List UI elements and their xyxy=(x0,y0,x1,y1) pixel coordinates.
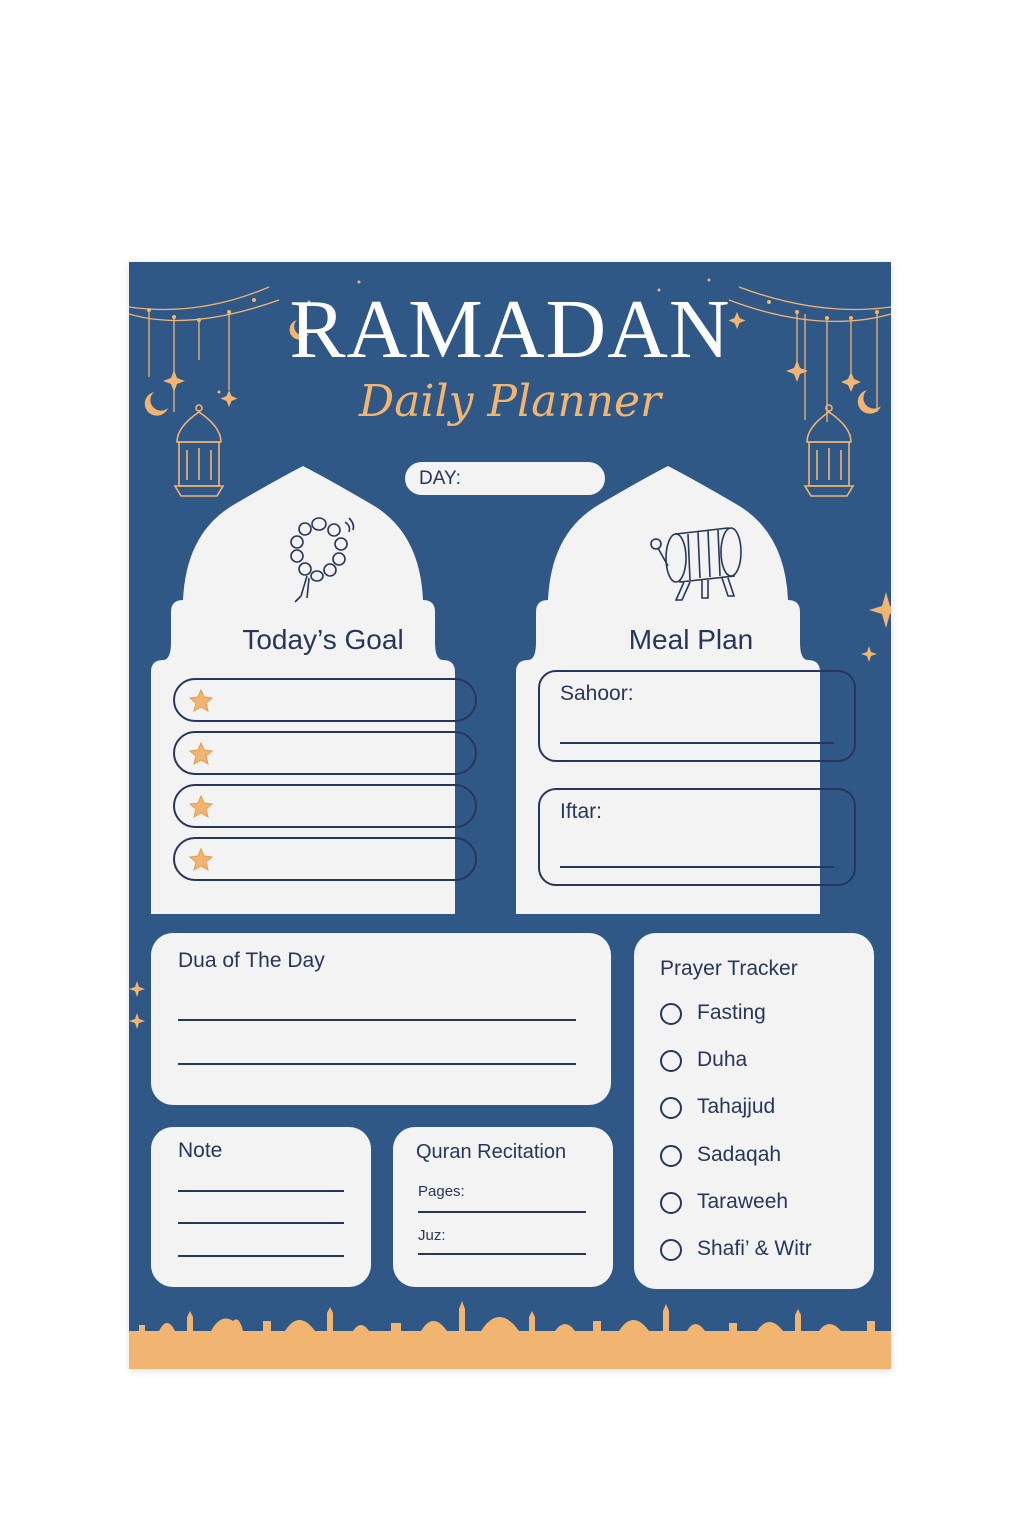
meal-heading: Meal Plan xyxy=(628,624,754,655)
juz-label: Juz: xyxy=(418,1227,446,1244)
flower-icon xyxy=(189,689,213,713)
mosque-skyline-icon xyxy=(129,1297,891,1369)
taraweeh-label: Taraweeh xyxy=(697,1190,789,1213)
shafi-witr-checkbox[interactable] xyxy=(660,1239,682,1261)
sahoor-label: Sahoor: xyxy=(560,682,634,705)
shafi-witr-label: Shafi’ & Witr xyxy=(697,1237,812,1260)
dua-line xyxy=(178,1063,576,1065)
page-subtitle: Daily Planner xyxy=(358,376,662,427)
flower-icon xyxy=(189,848,213,872)
goal-row[interactable] xyxy=(173,678,477,722)
taraweeh-checkbox[interactable] xyxy=(660,1192,682,1214)
iftar-label: Iftar: xyxy=(560,800,603,823)
dua-line xyxy=(178,1019,576,1021)
note-line xyxy=(178,1222,344,1224)
duha-checkbox[interactable] xyxy=(660,1050,682,1072)
goal-row[interactable] xyxy=(173,784,477,828)
note-title: Note xyxy=(178,1139,223,1162)
note-line xyxy=(178,1190,344,1192)
star-icon xyxy=(869,592,891,628)
pages-line xyxy=(418,1211,586,1213)
drum-icon xyxy=(644,520,750,602)
page-title: RAMADAN xyxy=(289,283,731,376)
prayer-tracker-card xyxy=(634,933,874,1289)
quran-title: Quran Recitation xyxy=(416,1141,567,1163)
sahoor-line xyxy=(560,742,834,744)
pages-label: Pages: xyxy=(418,1183,465,1200)
note-line xyxy=(178,1255,344,1257)
star-icon xyxy=(861,646,877,662)
planner-sheet xyxy=(129,262,891,1369)
flower-icon xyxy=(189,742,213,766)
duha-label: Duha xyxy=(697,1048,748,1071)
fasting-checkbox[interactable] xyxy=(660,1003,682,1025)
sadaqah-label: Sadaqah xyxy=(697,1143,782,1166)
dua-card[interactable] xyxy=(151,933,611,1105)
juz-line xyxy=(418,1253,586,1255)
flower-icon xyxy=(189,795,213,819)
prayer-title: Prayer Tracker xyxy=(660,957,798,980)
fasting-label: Fasting xyxy=(697,1001,766,1024)
sadaqah-checkbox[interactable] xyxy=(660,1145,682,1167)
star-icon xyxy=(129,977,159,1037)
iftar-line xyxy=(560,866,834,868)
goal-row[interactable] xyxy=(173,731,477,775)
iftar-box[interactable] xyxy=(538,788,856,886)
note-card[interactable] xyxy=(151,1127,371,1287)
day-label: DAY: xyxy=(419,468,461,489)
quran-card[interactable] xyxy=(393,1127,613,1287)
sahoor-box[interactable] xyxy=(538,670,856,762)
dua-title: Dua of The Day xyxy=(178,949,325,972)
goal-row[interactable] xyxy=(173,837,477,881)
goal-heading: Today’s Goal xyxy=(242,624,404,655)
prayer-beads-icon xyxy=(279,514,359,606)
tahajjud-label: Tahajjud xyxy=(697,1095,776,1118)
tahajjud-checkbox[interactable] xyxy=(660,1097,682,1119)
